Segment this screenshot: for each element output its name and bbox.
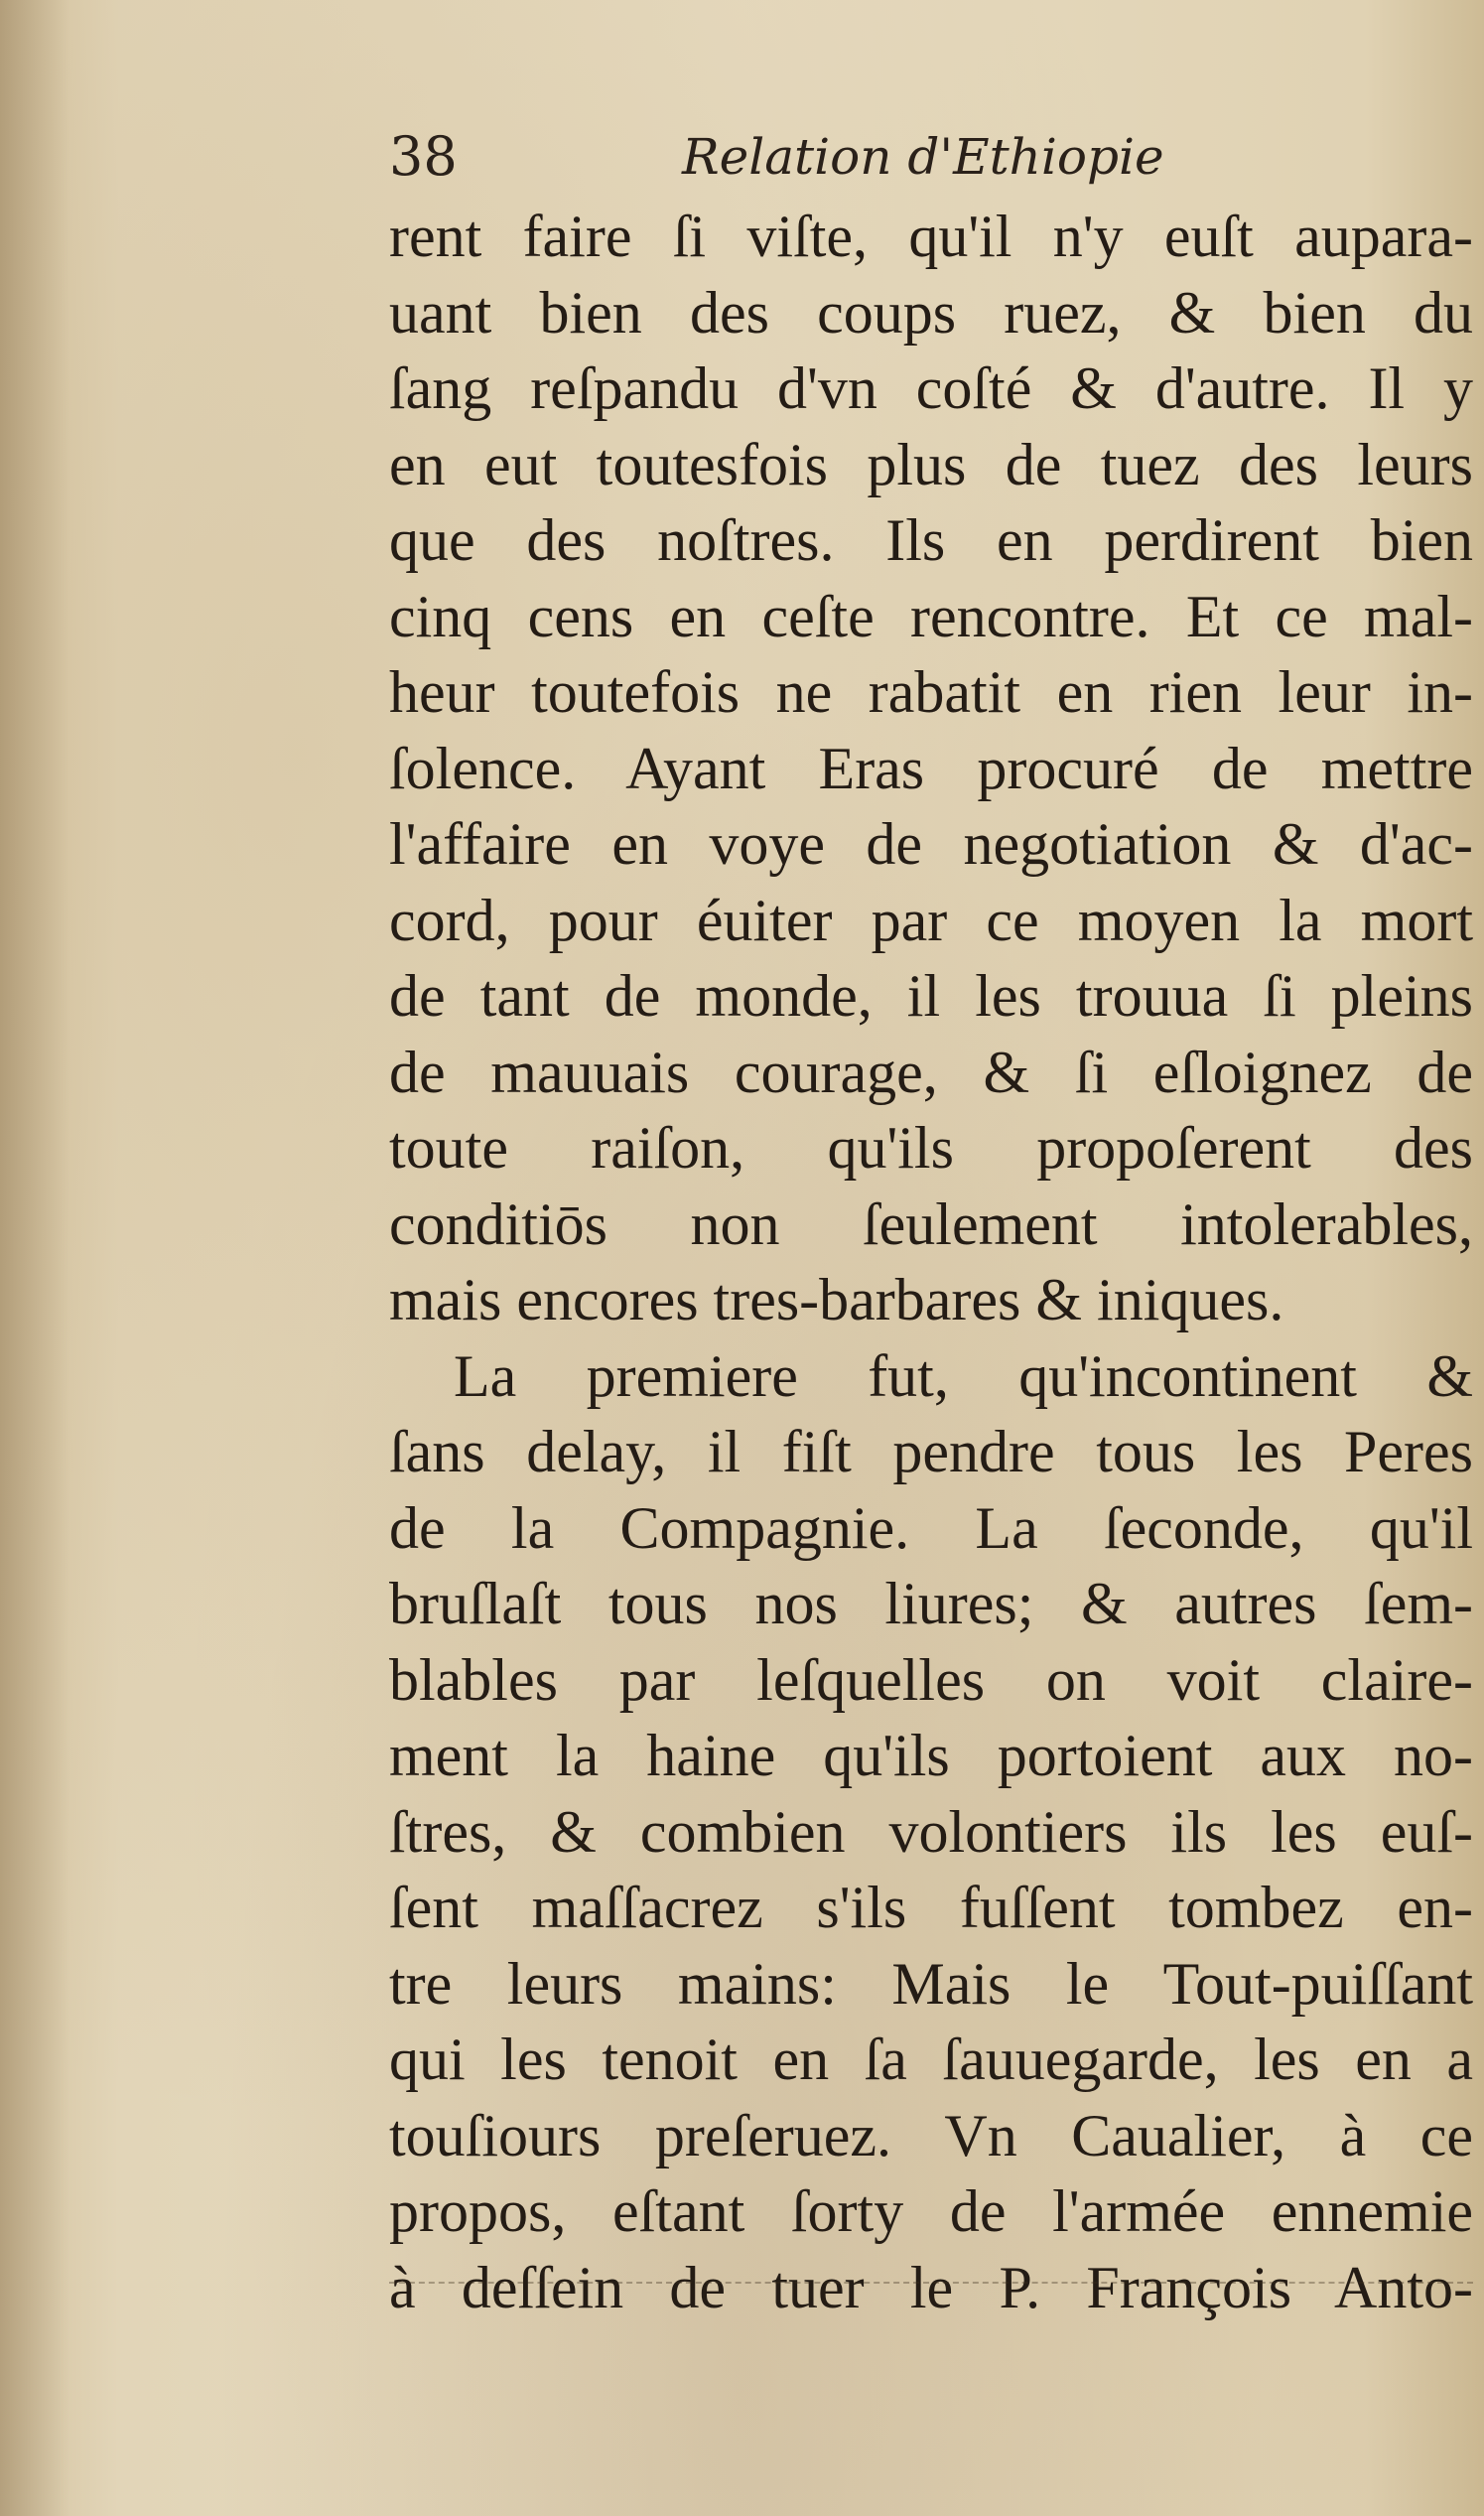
text-line: cinq cens en ceſte rencontre. Et ce mal- xyxy=(389,583,1473,649)
page-header xyxy=(389,117,1481,197)
paragraph-start-line: La premiere fut, qu'incontinent & xyxy=(454,1342,1473,1409)
text-line: rent faire ſi viſte, qu'il n'y euſt aupara- xyxy=(389,204,1473,269)
text-line: en eut toutesfois plus de tuez des leurs xyxy=(389,431,1473,497)
text-line: touſiours preſeruez. Vn Caualier, à ce xyxy=(389,2102,1473,2168)
body-text xyxy=(389,199,1473,2325)
text-line: ment la haine qu'ils portoient aux no- xyxy=(389,1723,1473,1788)
text-line: blables par leſquelles on voit claire- xyxy=(389,1646,1473,1713)
text-line: mais encores tres-barbares & iniques. xyxy=(389,1267,1284,1332)
text-line: que des noſtres. Ils en perdirent bien xyxy=(389,507,1473,573)
text-line: à deſſein de tuer le P. François Anto- xyxy=(389,2254,1473,2320)
text-line: bruſlaſt tous nos liures; & autres ſem- xyxy=(389,1571,1473,1636)
text-line: ſans delay, il fiſt pendre tous les Peres xyxy=(389,1419,1473,1484)
text-line: toute raiſon, qu'ils propoſerent des xyxy=(389,1115,1473,1181)
text-line: ſtres, & combien volontiers ils les euſ- xyxy=(389,1798,1473,1865)
text-line: l'affaire en voye de negotiation & d'ac- xyxy=(389,811,1473,877)
binding-shadow xyxy=(0,0,69,2516)
page-number: 38 xyxy=(389,125,458,188)
text-line: de la Compagnie. La ſeconde, qu'il xyxy=(389,1494,1473,1561)
text-line: ſang reſpandu d'vn coſté & d'autre. Il y xyxy=(389,355,1473,421)
text-line: de mauuais courage, & ſi eſloignez de xyxy=(389,1039,1473,1105)
text-line: ſolence. Ayant Eras procuré de mettre xyxy=(389,735,1473,801)
text-line: qui les tenoit en ſa ſauuegarde, les en a xyxy=(389,2027,1473,2092)
bottom-rule xyxy=(389,2282,1473,2292)
text-line: conditiōs non ſeulement intolerables, xyxy=(389,1190,1473,1257)
text-line: de tant de monde, il les trouua ſi pleins xyxy=(389,963,1473,1029)
running-title: Relation d'Ethiopie xyxy=(682,128,1164,186)
text-line: cord, pour éuiter par ce moyen la mort xyxy=(389,887,1473,953)
text-line: tre leurs mains: Mais le Tout-puiſſant xyxy=(389,1950,1473,2017)
text-line: propos, eſtant ſorty de l'armée ennemie xyxy=(389,2178,1473,2244)
text-line: heur toutefois ne rabatit en rien leur in- xyxy=(389,659,1473,725)
text-line: uant bien des coups ruez, & bien du xyxy=(389,279,1473,346)
text-line: ſent maſſacrez s'ils fuſſent tombez en- xyxy=(389,1875,1473,1940)
